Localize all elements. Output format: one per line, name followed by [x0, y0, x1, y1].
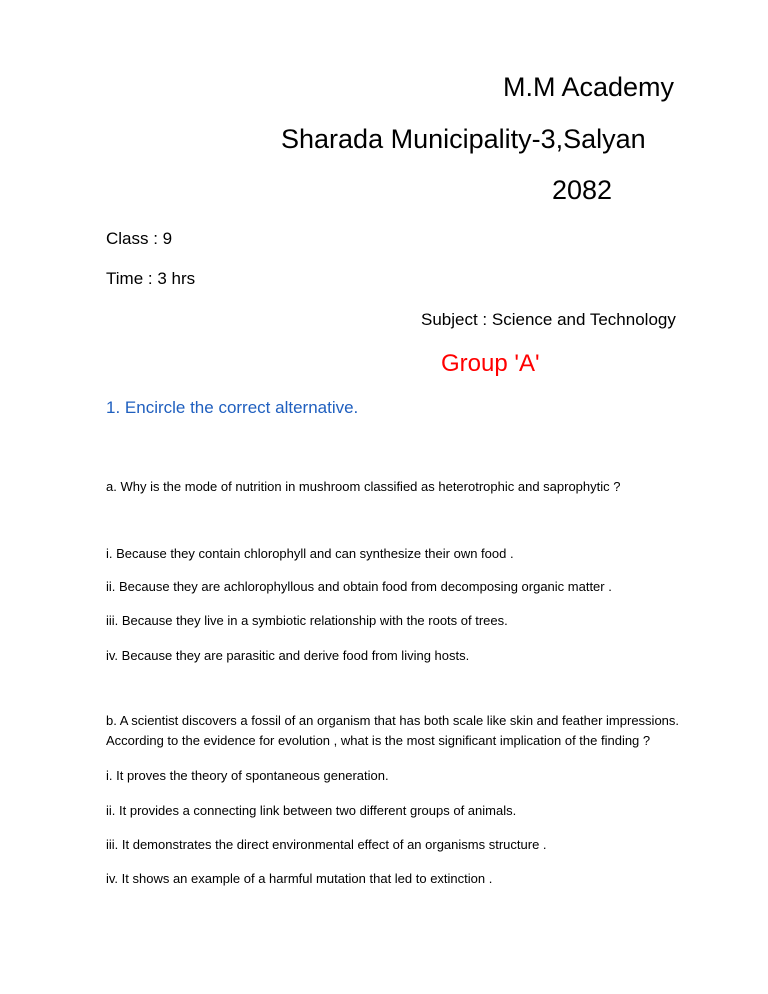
question-a-option-4: iv. Because they are parasitic and derive food from living hosts.: [106, 648, 470, 663]
school-address: Sharada Municipality-3,Salyan: [281, 124, 646, 154]
subject-label: Subject : Science and Technology: [421, 310, 676, 329]
school-name: M.M Academy: [503, 72, 675, 102]
question-a-option-3: iii. Because they live in a symbiotic relationship with the roots of trees.: [106, 613, 508, 628]
group-title: Group 'A': [441, 350, 540, 377]
question-a-option-2: ii. Because they are achlorophyllous and obtain food from decomposing organic matter .: [106, 579, 612, 594]
question-b-option-2: ii. It provides a connecting link between two different groups of animals.: [106, 803, 517, 818]
question-a-option-1: i. Because they contain chlorophyll and can synthesize their own food .: [106, 546, 514, 561]
class-label: Class : 9: [106, 229, 173, 248]
question-a-text: a. Why is the mode of nutrition in mushroom classified as heterotrophic and saprophytic ?: [106, 479, 621, 494]
question-b-option-3: iii. It demonstrates the direct environmental effect of an organisms structure .: [106, 837, 547, 852]
time-label: Time : 3 hrs: [106, 269, 196, 288]
question-b-option-4: iv. It shows an example of a harmful mutation that led to extinction .: [106, 871, 493, 886]
question-b-text-line-2: According to the evidence for evolution , what is the most significant implication of the finding ?: [106, 733, 651, 748]
question-b-option-1: i. It proves the theory of spontaneous generation.: [106, 768, 389, 783]
question-b-text-line-1: b. A scientist discovers a fossil of an organism that has both scale like skin and feather impressions.: [106, 713, 680, 728]
section-heading: 1. Encircle the correct alternative.: [106, 398, 359, 417]
exam-year: 2082: [552, 175, 613, 205]
